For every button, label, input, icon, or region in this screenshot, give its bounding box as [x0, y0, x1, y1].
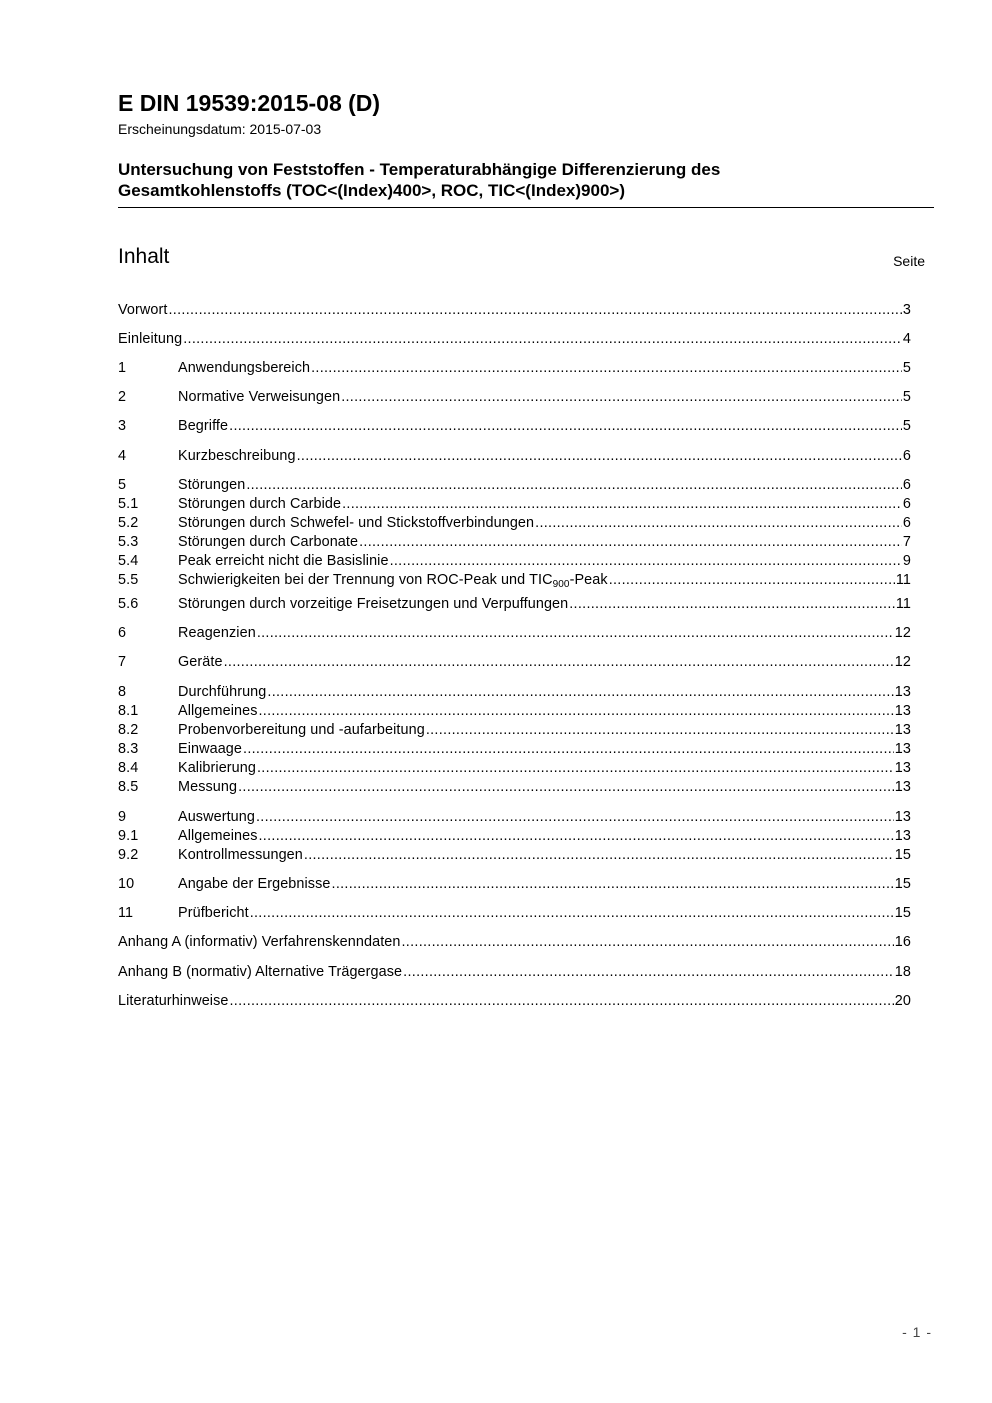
- toc-entry-page: 13: [894, 828, 911, 844]
- toc-dot-leader: [332, 876, 894, 892]
- publication-date: Erscheinungsdatum: 2015-07-03: [118, 121, 322, 137]
- toc-entry-page: 3: [902, 302, 911, 318]
- toc-dot-leader: [243, 741, 894, 757]
- toc-entry-page: 6: [902, 515, 911, 531]
- toc-entry-page: 15: [894, 905, 911, 921]
- toc-entry-label: Anhang B (normativ) Alternative Trägergase: [118, 964, 403, 980]
- toc-entry-label: Vorwort: [118, 302, 168, 318]
- toc-entry[interactable]: [118, 477, 911, 496]
- toc-entry-number: 8.3: [118, 741, 139, 757]
- toc-dot-leader: [183, 331, 902, 347]
- toc-entry-page: 11: [895, 596, 911, 612]
- toc-dot-leader: [250, 905, 894, 921]
- toc-entry-label: Kurzbeschreibung: [178, 448, 296, 464]
- toc-entry-label: Allgemeines: [178, 828, 258, 844]
- toc-entry-number: 5.5: [118, 572, 139, 588]
- document-title-line-1: Untersuchung von Feststoffen - Temperaturabhängige Differenzierung des: [118, 160, 721, 179]
- toc-dot-leader: [402, 934, 894, 950]
- toc-entry-number: 5.4: [118, 553, 139, 569]
- toc-entry-number: 5.6: [118, 596, 139, 612]
- toc-entry-label: Durchführung: [178, 684, 267, 700]
- toc-entry-page: 16: [894, 934, 911, 950]
- toc-dot-leader: [403, 964, 894, 980]
- toc-dot-leader: [256, 809, 894, 825]
- toc-entry[interactable]: [118, 703, 911, 722]
- toc-entry[interactable]: [118, 809, 911, 828]
- document-title-line-2: Gesamtkohlenstoffs (TOC<(Index)400>, ROC, TIC<(Index)900>): [118, 181, 625, 200]
- toc-entry[interactable]: [118, 331, 911, 350]
- toc-dot-leader: [426, 722, 894, 738]
- toc-entry-number: 5: [118, 477, 127, 493]
- toc-entry-label: Messung: [178, 779, 238, 795]
- toc-entry-page: 6: [902, 477, 911, 493]
- document-title: [118, 159, 938, 201]
- toc-entry[interactable]: [118, 741, 911, 760]
- toc-entry-label: Störungen durch Carbide: [178, 496, 342, 512]
- toc-entry-page: 13: [894, 779, 911, 795]
- toc-entry-page: 5: [902, 418, 911, 434]
- toc-entry[interactable]: [118, 722, 911, 741]
- toc-entry[interactable]: [118, 876, 911, 895]
- toc-entry-label-text: Schwierigkeiten bei der Trennung von ROC-Peak und TIC: [178, 572, 553, 588]
- toc-dot-leader: [304, 847, 894, 863]
- toc-entry-number: 8: [118, 684, 127, 700]
- toc-page-column-label: Seite: [893, 253, 925, 269]
- toc-entry[interactable]: [118, 654, 911, 673]
- toc-entry[interactable]: [118, 534, 911, 553]
- toc-entry[interactable]: [118, 515, 911, 534]
- toc-dot-leader: [257, 625, 894, 641]
- toc-entry-number: 8.5: [118, 779, 139, 795]
- toc-entry-label: Störungen durch vorzeitige Freisetzungen und Verpuffungen: [178, 596, 569, 612]
- toc-dot-leader: [359, 534, 902, 550]
- toc-dot-leader: [257, 760, 894, 776]
- toc-dot-leader: [535, 515, 902, 531]
- toc-entry[interactable]: [118, 993, 911, 1012]
- toc-entry[interactable]: [118, 779, 911, 798]
- toc-entry-page: 18: [894, 964, 911, 980]
- toc-dot-leader: [267, 684, 893, 700]
- page-number: - 1 -: [902, 1324, 932, 1340]
- toc-entry-number: 6: [118, 625, 127, 641]
- toc-dot-leader: [609, 572, 895, 588]
- toc-entry-page: 13: [894, 760, 911, 776]
- toc-dot-leader: [259, 703, 894, 719]
- toc-entry-label: Kontrollmessungen: [178, 847, 303, 863]
- toc-entry-label: Störungen: [178, 477, 246, 493]
- toc-entry-number: 9.1: [118, 828, 139, 844]
- toc-dot-leader: [341, 389, 902, 405]
- toc-entry[interactable]: [118, 448, 911, 467]
- toc-entry-number: 11: [118, 905, 134, 921]
- toc-entry[interactable]: [118, 625, 911, 644]
- toc-entry-number: 2: [118, 389, 127, 405]
- toc-dot-leader: [229, 418, 902, 434]
- toc-entry-number: 10: [118, 876, 135, 892]
- toc-entry-page: 11: [895, 572, 911, 588]
- toc-entry-page: 4: [902, 331, 911, 347]
- toc-dot-leader: [238, 779, 894, 795]
- toc-entry[interactable]: [118, 905, 911, 924]
- toc-entry-number: 1: [118, 360, 127, 376]
- toc-entry-page: 5: [902, 360, 911, 376]
- toc-entry-number: 8.2: [118, 722, 139, 738]
- toc-entry-label: Anwendungsbereich: [178, 360, 311, 376]
- title-divider: [118, 207, 934, 208]
- toc-dot-leader: [224, 654, 894, 670]
- toc-entry-label: Prüfbericht: [178, 905, 249, 921]
- toc-entry[interactable]: [118, 847, 911, 866]
- toc-entry-label: Allgemeines: [178, 703, 258, 719]
- toc-dot-leader: [259, 828, 894, 844]
- toc-entry-number: 7: [118, 654, 127, 670]
- toc-entry-page: 7: [902, 534, 911, 550]
- toc-dot-leader: [297, 448, 902, 464]
- toc-dot-leader: [246, 477, 902, 493]
- toc-entry-page: 20: [894, 993, 911, 1009]
- toc-dot-leader: [390, 553, 902, 569]
- toc-entry[interactable]: [118, 553, 911, 572]
- toc-entry[interactable]: [118, 572, 911, 591]
- toc-entry-page: 15: [894, 876, 911, 892]
- toc-entry-label: Begriffe: [178, 418, 229, 434]
- toc-entry-page: 13: [894, 684, 911, 700]
- toc-entry-label: Kalibrierung: [178, 760, 256, 776]
- toc-entry-page: 6: [902, 448, 911, 464]
- toc-entry-number: 8.1: [118, 703, 139, 719]
- toc-entry[interactable]: [118, 934, 911, 953]
- toc-entry-label: Peak erreicht nicht die Basislinie: [178, 553, 389, 569]
- toc-entry-page: 9: [902, 553, 911, 569]
- toc-entry-label: Angabe der Ergebnisse: [178, 876, 331, 892]
- toc-entry[interactable]: [118, 302, 911, 321]
- toc-entry-number: 9.2: [118, 847, 139, 863]
- toc-entry-label: Störungen durch Carbonate: [178, 534, 359, 550]
- toc-entry-label: Einleitung: [118, 331, 183, 347]
- document-id: E DIN 19539:2015-08 (D): [118, 90, 381, 116]
- toc-entry[interactable]: [118, 496, 911, 515]
- toc-entry-number: 3: [118, 418, 127, 434]
- toc-entry-page: 13: [894, 703, 911, 719]
- toc-entry-number: 8.4: [118, 760, 139, 776]
- toc-entry-label: Probenvorbereitung und -aufarbeitung: [178, 722, 425, 738]
- toc-entry-number: 5.2: [118, 515, 139, 531]
- toc-entry-number: 5.3: [118, 534, 139, 550]
- toc-entry-label-subscript: 900: [552, 579, 570, 590]
- toc-entry-label: Störungen durch Schwefel- und Stickstoffverbindungen: [178, 515, 535, 531]
- toc-entry-number: 5.1: [118, 496, 139, 512]
- toc-entry-page: 6: [902, 496, 911, 512]
- toc-entry[interactable]: [118, 964, 911, 983]
- toc-entry[interactable]: [118, 360, 911, 379]
- toc-entry[interactable]: [118, 828, 911, 847]
- toc-entry-page: 13: [894, 722, 911, 738]
- toc-dot-leader: [311, 360, 902, 376]
- toc-entry[interactable]: [118, 596, 911, 615]
- toc-entry-page: 15: [894, 847, 911, 863]
- toc-entry-page: 13: [894, 741, 911, 757]
- toc-entry-label: Geräte: [178, 654, 223, 670]
- toc-entry-label: [178, 572, 608, 588]
- toc-dot-leader: [569, 596, 895, 612]
- toc-entry-number: 9: [118, 809, 127, 825]
- toc-entry[interactable]: [118, 684, 911, 703]
- toc-entry-page: 12: [894, 625, 911, 641]
- toc-dot-leader: [169, 302, 902, 318]
- toc-entry-label: Anhang A (informativ) Verfahrenskenndaten: [118, 934, 401, 950]
- toc-entry[interactable]: [118, 760, 911, 779]
- toc-entry[interactable]: [118, 389, 911, 408]
- toc-entry-number: 4: [118, 448, 127, 464]
- toc-entry[interactable]: [118, 418, 911, 437]
- toc-entry-label: Einwaage: [178, 741, 243, 757]
- toc-dot-leader: [342, 496, 902, 512]
- toc-dot-leader: [230, 993, 894, 1009]
- toc-entry-page: 13: [894, 809, 911, 825]
- toc-entry-label-text: -Peak: [569, 572, 608, 588]
- toc-entry-label: Auswertung: [178, 809, 255, 825]
- toc-entry-page: 12: [894, 654, 911, 670]
- toc-entry-label: Reagenzien: [178, 625, 256, 641]
- toc-entry-page: 5: [902, 389, 911, 405]
- toc-entry-label: Literaturhinweise: [118, 993, 229, 1009]
- toc-entry-label: Normative Verweisungen: [178, 389, 341, 405]
- toc-heading: Inhalt: [118, 245, 170, 268]
